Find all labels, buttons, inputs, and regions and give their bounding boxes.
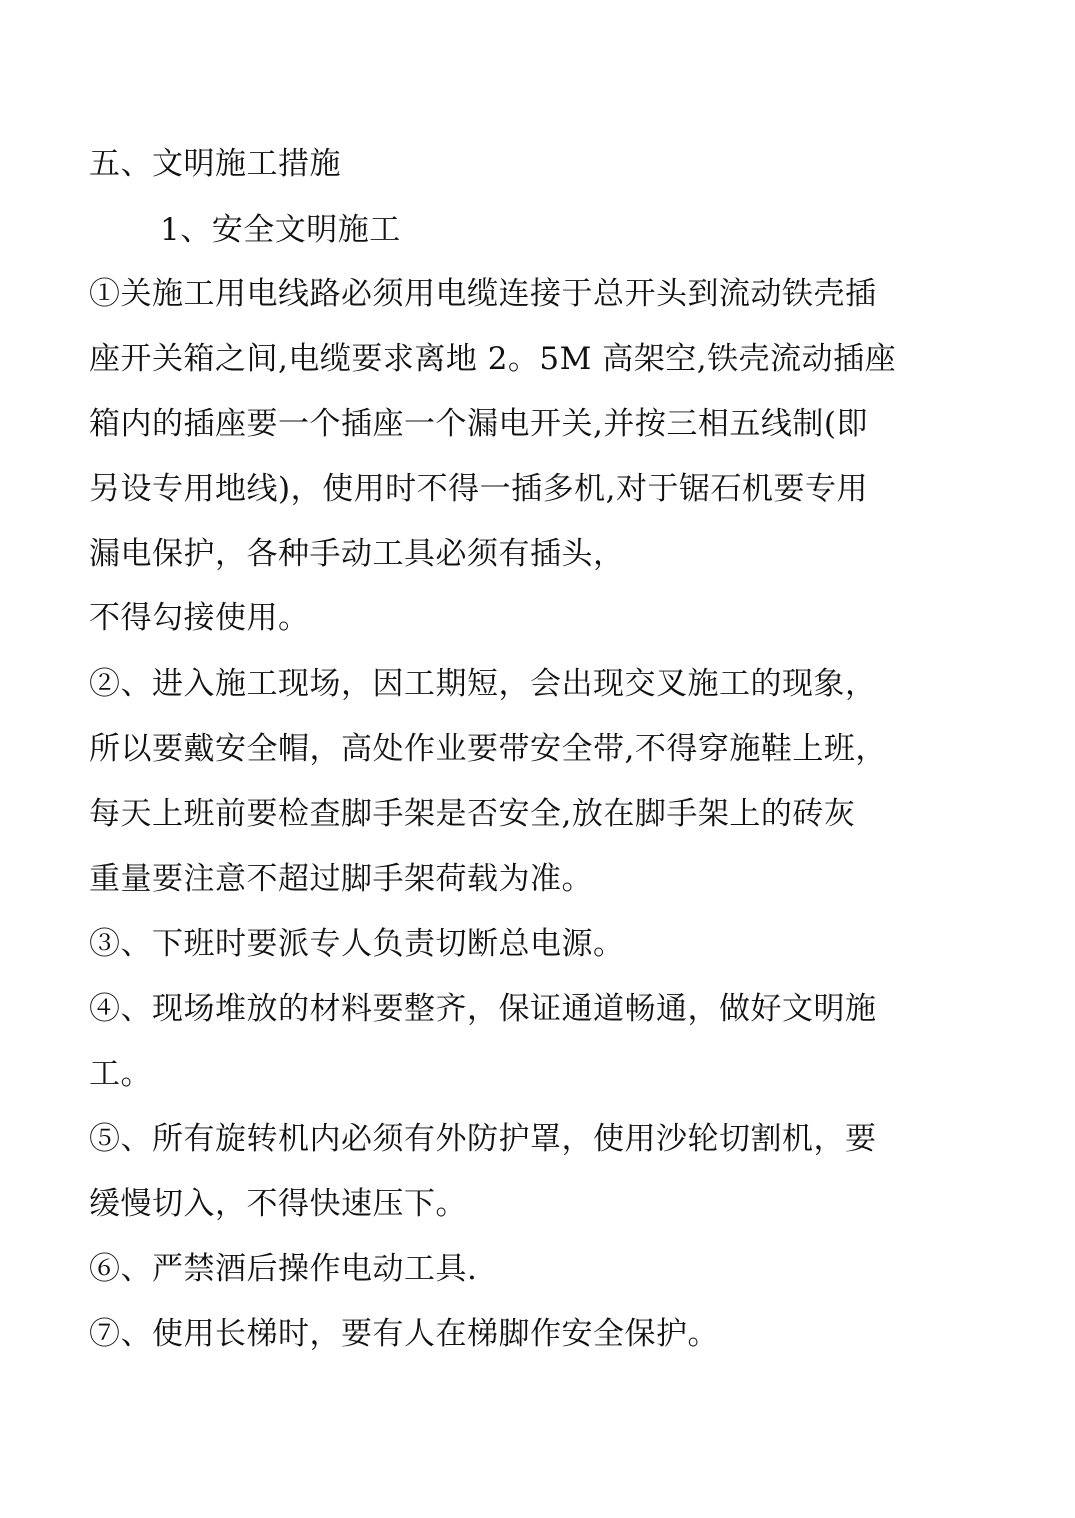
paragraph-line: 工。: [89, 1056, 152, 1092]
paragraph-line: ④、现场堆放的材料要整齐，保证通道畅通，做好文明施: [89, 991, 877, 1027]
paragraph-line: 重量要注意不超过脚手架荷载为准。: [89, 861, 593, 897]
paragraph-line: 另设专用地线)，使用时不得一插多机,对于锯石机要专用: [89, 471, 868, 507]
paragraph-line: ②、进入施工现场，因工期短，会出现交叉施工的现象，: [89, 666, 877, 702]
section-heading: 五、文明施工措施: [89, 146, 341, 182]
paragraph-line: 所以要戴安全帽，高处作业要带安全带,不得穿施鞋上班，: [89, 731, 887, 767]
paragraph-line: ①关施工用电线路必须用电缆连接于总开头到流动铁壳插: [89, 276, 877, 312]
paragraph-line: ⑥、严禁酒后操作电动工具.: [89, 1251, 478, 1287]
paragraph-line: ③、下班时要派专人负责切断总电源。: [89, 926, 625, 962]
paragraph-line: ⑦、使用长梯时，要有人在梯脚作安全保护。: [89, 1316, 719, 1352]
paragraph-line: 每天上班前要检查脚手架是否安全,放在脚手架上的砖灰: [89, 796, 856, 832]
paragraph-line: 缓慢切入，不得快速压下。: [89, 1186, 467, 1222]
paragraph-line: 不得勾接使用。: [89, 600, 310, 636]
paragraph-line: ⑤、所有旋转机内必须有外防护罩，使用沙轮切割机，要: [89, 1121, 877, 1157]
paragraph-line: 漏电保护，各种手动工具必须有插头，: [89, 536, 625, 572]
subsection-heading: 1、安全文明施工: [160, 212, 401, 248]
paragraph-line: 座开关箱之间,电缆要求离地 2。5M 高架空,铁壳流动插座: [89, 341, 897, 377]
paragraph-line: 箱内的插座要一个插座一个漏电开关,并按三相五线制(即: [89, 406, 868, 442]
